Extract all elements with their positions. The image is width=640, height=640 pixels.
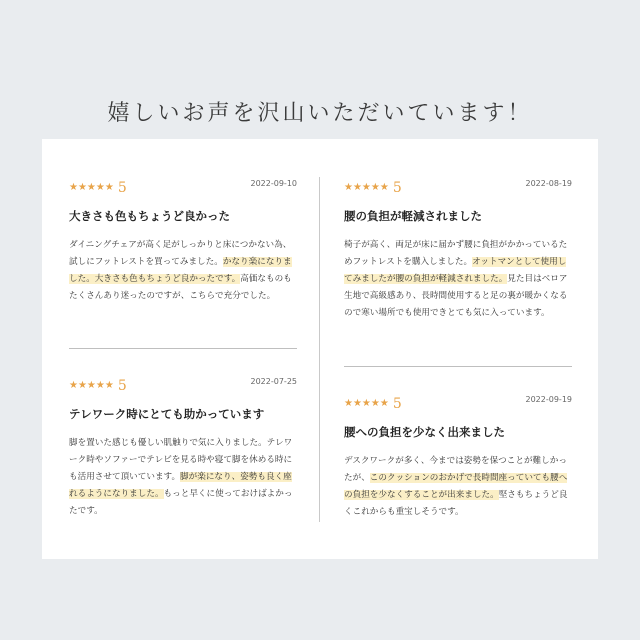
left-row-divider — [69, 348, 297, 349]
star-rating-icon: ★★★★★ — [69, 380, 114, 391]
review-card — [69, 375, 297, 520]
star-rating-icon: ★★★★★ — [69, 182, 114, 193]
review-text: ダイニングチェアが高く足がしっかりと床につかない為、試しにフットレストを買ってみました。 — [69, 240, 292, 267]
review-text: 高価なものもたくさんあり迷ったのですが、こちらで充分でした。 — [69, 274, 292, 301]
review-body — [69, 237, 297, 305]
review-date: 2022-08-19 — [525, 179, 572, 188]
review-highlight: オットマンとして使用してみましたが腰の負担が軽減されました。 — [344, 257, 567, 284]
star-rating-icon: ★★★★★ — [344, 398, 389, 409]
rating-score: 5 — [117, 179, 127, 196]
review-meta — [69, 375, 297, 393]
review-date: 2022-07-25 — [250, 377, 297, 386]
review-highlight: かなり楽になりました。大きさも色もちょうど良かったです。 — [69, 257, 292, 284]
review-body — [344, 453, 572, 521]
page-headline: 嬉しいお声を沢山いただいています！ — [107, 101, 533, 126]
review-meta — [344, 177, 572, 195]
review-title: 腰の負担が軽減されました — [344, 209, 482, 223]
review-title: テレワーク時にとても助かっています — [69, 407, 265, 421]
review-text: もっと早くに使っておけばよかったです。 — [69, 489, 293, 516]
review-meta — [344, 393, 572, 411]
review-text: 脚を置いた感じも優しい肌触りで気に入りました。テレワーク時やソファーでテレビを見る時や寝て脚を休める時にも活用させて頂いています。 — [69, 438, 293, 482]
column-divider — [319, 177, 320, 522]
star-rating-icon: ★★★★★ — [344, 182, 389, 193]
review-card — [344, 177, 572, 322]
review-meta — [69, 177, 297, 195]
review-title: 大きさも色もちょうど良かった — [69, 209, 230, 223]
review-body — [69, 435, 297, 520]
review-text: 椅子が高く、両足が床に届かず腰に負担がかかっているためフットレストを購入しました。 — [344, 240, 568, 267]
review-card — [69, 177, 297, 305]
reviews-card — [42, 139, 598, 559]
review-title: 腰への負担を少なく出来ました — [344, 425, 505, 439]
review-highlight: このクッションのおかげで長時間座っていても腰への負担を少なくすることが出来ました。 — [344, 473, 568, 500]
review-highlight: 脚が楽になり、姿勢も良く座れるようになりました。 — [69, 472, 292, 499]
review-text: デスクワークが多く、今までは姿勢を保つことが難しかったが、 — [344, 456, 567, 483]
review-date: 2022-09-10 — [250, 179, 297, 188]
review-text: 見た目はベロア生地で高級感あり、長時間使用すると足の裏が暖かくなるので寒い場所でも使用できとても気に入っています。 — [344, 274, 568, 318]
rating-score: 5 — [117, 377, 127, 394]
rating-score: 5 — [392, 395, 402, 412]
review-text: 堅さもちょうど良くこれからも重宝しそうです。 — [344, 490, 568, 517]
review-date: 2022-09-19 — [525, 395, 572, 404]
rating-score: 5 — [392, 179, 402, 196]
right-row-divider — [344, 366, 572, 367]
review-body — [344, 237, 572, 322]
review-card — [344, 393, 572, 521]
